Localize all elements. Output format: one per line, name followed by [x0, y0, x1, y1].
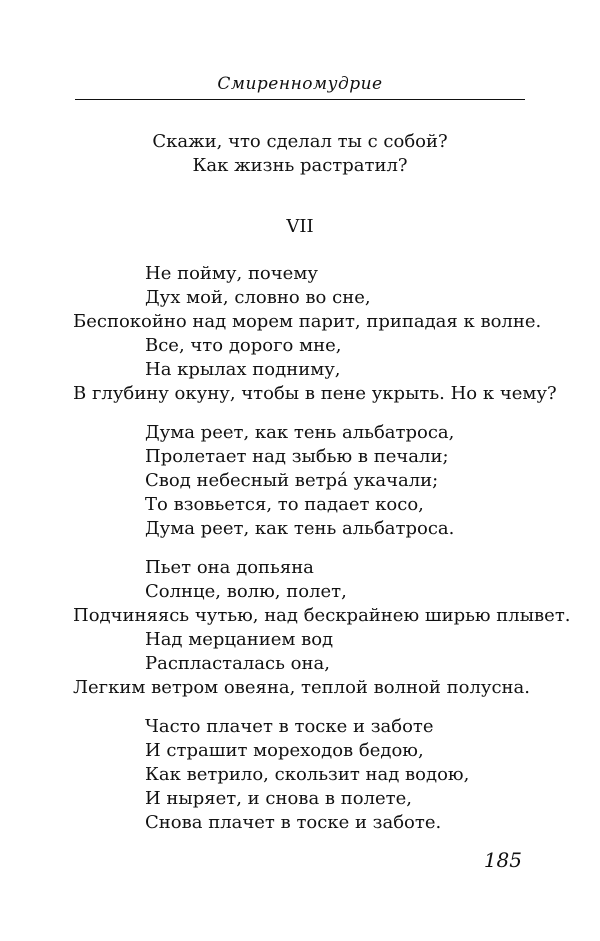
- poem-line: Часто плачет в тоске и заботе: [145, 716, 434, 737]
- header-rule: [75, 99, 525, 100]
- poem-line: Пьет она допьяна: [145, 557, 314, 578]
- poem-line: То взовьется, то падает косо,: [145, 494, 424, 515]
- poem-line: И ныряет, и снова в полете,: [145, 788, 413, 809]
- poem-line: В глубину окуну, чтобы в пене укрыть. Но к чему?: [73, 383, 557, 404]
- poem-line: Не пойму, почему: [145, 263, 318, 284]
- poem-line: Над мерцанием вод: [145, 629, 334, 650]
- poem-line: Все, что дорого мне,: [145, 335, 342, 356]
- poem-line: И страшит мореходов бедою,: [145, 740, 424, 761]
- poem-line: Подчиняясь чутью, над бескрайнею ширью плывет.: [73, 605, 571, 626]
- poem-line: Дума реет, как тень альбатроса,: [145, 422, 455, 443]
- running-head: Смиренномудрие: [217, 74, 383, 94]
- poem-line: Как ветрило, скользит над водою,: [145, 764, 470, 785]
- poem-line: Распласталась она,: [145, 653, 330, 674]
- poem-line: Солнце, волю, полет,: [145, 581, 347, 602]
- poem-line: Дух мой, словно во сне,: [145, 287, 371, 308]
- opening-line: Скажи, что сделал ты с собой?: [152, 131, 448, 152]
- poem-line: Пролетает над зыбью в печали;: [145, 446, 449, 467]
- opening-line: Как жизнь растратил?: [192, 155, 408, 176]
- poem-line: На крылах подниму,: [145, 359, 341, 380]
- poem-line: Легким ветром овеяна, теплой волной полусна.: [73, 677, 530, 698]
- poem-line: Беспокойно над морем парит, припадая к волне.: [73, 311, 542, 332]
- page-number: 185: [483, 848, 522, 872]
- section-number: VII: [286, 216, 314, 237]
- poem-line: Снова плачет в тоске и заботе.: [145, 812, 442, 833]
- poem-line: Свод небесный ветра́ укачали;: [145, 470, 439, 491]
- poem-line: Дума реет, как тень альбатроса.: [145, 518, 455, 539]
